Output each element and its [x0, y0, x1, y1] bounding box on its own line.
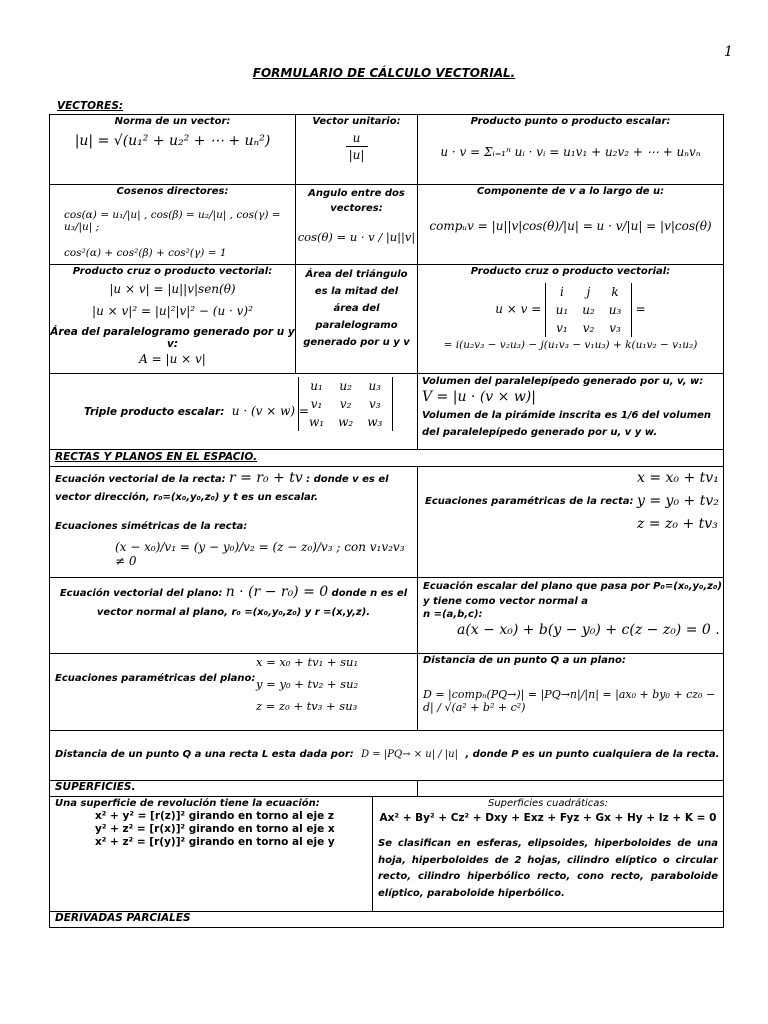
- volumen-cell: [422, 376, 722, 449]
- recta-vectorial-cell: [55, 468, 415, 577]
- volumen-title: Volumen del paralelepípedo generado por u, v, w:: [422, 376, 704, 387]
- punto-title: Producto punto o producto escalar:: [470, 116, 671, 127]
- plano-parametricas-cell: [55, 655, 415, 730]
- angulo-cell: [296, 186, 417, 264]
- angulo-title: Angulo entre dos vectores:: [308, 188, 405, 214]
- rev-title: Una superficie de revolución tiene la ecuación:: [55, 798, 320, 809]
- plano-par-label: Ecuaciones paramétricas del plano:: [55, 673, 256, 684]
- cruz1-lagrange: |u × v|² = |u|²|v|² − (u · v)²: [92, 304, 253, 318]
- componente-title: Componente de v a lo largo de u:: [476, 186, 665, 197]
- recta-vec-desc2: vector dirección, r₀=(x₀,y₀,z₀) y t es un escalar.: [55, 492, 319, 503]
- recta-par-z: z = z₀ + tv₃: [637, 516, 718, 532]
- cruz1-title: Producto cruz o producto vectorial:: [72, 266, 273, 277]
- triple-lhs: u · (v × w) =: [231, 404, 309, 418]
- distancia-plano-cell: [423, 655, 723, 730]
- dist-recta-text2: , donde P es un punto cualquiera de la recta.: [465, 749, 720, 760]
- unitario-title: Vector unitario:: [312, 116, 401, 127]
- recta-sim-label: Ecuaciones simétricas de la recta:: [55, 521, 248, 532]
- page-number: 1: [724, 44, 733, 60]
- cruz2-title: Producto cruz o producto vectorial:: [470, 266, 671, 277]
- componente-formula: compᵤv = |u||v|cos(θ)/|u| = u · v/|u| = |v|cos(θ): [429, 219, 712, 233]
- cosenos-formula: cos(α) = u₁/|u| , cos(β) = u₂/|u| , cos(γ) = u₃/|u| ;: [64, 209, 281, 233]
- unitario-cell: [296, 116, 417, 184]
- recta-vec-label: Ecuación vectorial de la recta:: [55, 474, 226, 485]
- punto-formula: u · v = Σᵢ₌₁ⁿ uᵢ · vᵢ = u₁v₁ + u₂v₂ + ⋯ + uₙvₙ: [440, 145, 701, 159]
- dist-plano-title: Distancia de un punto Q a un plano:: [423, 655, 626, 666]
- unitario-denominator: |u|: [348, 148, 365, 162]
- cuad-text: Se clasifican en esferas, elipsoides, hiperboloides de una hoja, hiperboloides de 2 hojas, cilindro elíptico o circular recto, cilindro hiperbólico recto, cono recto, paraboloide elíptico, paraboloide hiperbólico.: [378, 838, 718, 899]
- section-rectas: RECTAS Y PLANOS EN EL ESPACIO.: [55, 451, 258, 463]
- plano-vectorial-cell: [50, 579, 417, 653]
- volumen-formula: V = |u · (v × w)|: [422, 389, 536, 405]
- plano-par-x: x = x₀ + tv₁ + su₁: [256, 655, 359, 669]
- rev-line2: y² + z² = [r(x)]² girando en torno al eje x: [95, 823, 335, 835]
- cosenos-cell: [50, 186, 295, 264]
- plano-esc-normal: n =(a,b,c):: [423, 609, 483, 620]
- componente-cell: [418, 186, 723, 264]
- plano-vec-label: Ecuación vectorial del plano:: [59, 588, 223, 599]
- rev-line1: x² + y² = [r(z)]² girando en torno al eje z: [95, 810, 334, 822]
- cruz2-cell: [418, 266, 723, 373]
- recta-parametricas-cell: [418, 468, 723, 577]
- plano-vec-desc: donde n es el: [331, 588, 408, 599]
- recta-vec-desc: : donde v es el: [306, 474, 389, 485]
- triple-title: Triple producto escalar:: [84, 406, 225, 418]
- plano-esc-formula: a(x − x₀) + b(y − y₀) + c(z − z₀) = 0 .: [457, 622, 720, 638]
- plano-escalar-cell: [423, 579, 723, 653]
- revolucion-cell: [55, 798, 370, 910]
- rev-line3: x² + z² = [r(y)]² girando en torno al eje y: [95, 836, 335, 848]
- cruz2-eq: =: [635, 302, 646, 316]
- norma-cell: [50, 116, 295, 184]
- dist-plano-formula: D = |compₙ(PQ→)| = |PQ→n|/|n| = |ax₀ + by₀ + cz₀ − d| / √(a² + b² + c²): [423, 688, 716, 714]
- cruz1-cell: [50, 266, 295, 373]
- recta-par-x: x = x₀ + tv₁: [637, 470, 719, 486]
- distancia-recta-cell: [55, 732, 720, 780]
- cruz2-determinant: i j k u₁ u₂ u₃ v₁ v₂ v₃: [545, 283, 633, 337]
- plano-par-y: y = y₀ + tv₂ + su₂: [256, 677, 359, 691]
- plano-par-z: z = z₀ + tv₃ + su₃: [256, 699, 358, 713]
- cuad-title: Superficies cuadráticas:: [487, 798, 609, 809]
- plano-esc-text: Ecuación escalar del plano que pasa por P₀=(x₀,y₀,z₀) y tiene como vector normal a: [423, 581, 722, 607]
- norma-formula: |u| = √(u₁² + u₂² + ⋯ + uₙ²): [74, 133, 271, 149]
- triple-cell: [50, 375, 417, 449]
- plano-vec-desc2: vector normal al plano, r₀ =(x₀,y₀,z₀) y r =(x,y,z).: [96, 607, 371, 618]
- unitario-numerator: u: [352, 131, 361, 145]
- recta-vec-formula: r = r₀ + tv: [228, 470, 303, 486]
- cruz1-area-formula: A = |u × v|: [139, 352, 206, 366]
- cuadraticas-cell: [378, 798, 718, 910]
- triangulo-cell: [297, 266, 416, 373]
- volumen-text: Volumen de la pirámide inscrita es 1/6 del volumen del paralelepípedo generado por u, v y w.: [422, 410, 712, 438]
- dist-recta-text: Distancia de un punto Q a una recta L esta dada por:: [55, 749, 354, 760]
- recta-par-y: y = y₀ + tv₂: [637, 493, 719, 509]
- cruz2-lhs: u × v =: [495, 302, 542, 316]
- cruz1-magnitude: |u × v| = |u||v|sen(θ): [109, 282, 236, 296]
- recta-sim-formula: (x − x₀)/v₁ = (y − y₀)/v₂ = (z − z₀)/v₃ ; con v₁v₂v₃ ≠ 0: [115, 540, 405, 568]
- page-title: FORMULARIO DE CÁLCULO VECTORIAL.: [252, 66, 516, 80]
- cosenos-identity: cos²(α) + cos²(β) + cos²(γ) = 1: [64, 247, 227, 259]
- norma-title: Norma de un vector:: [114, 116, 231, 127]
- angulo-formula: cos(θ) = u · v / |u||v|: [297, 230, 416, 244]
- cruz2-expansion: = i(u₂v₃ − v₂u₃) − j(u₁v₃ − v₁u₃) + k(u₁v₂ − v₁u₂): [443, 339, 698, 351]
- cosenos-title: Cosenos directores:: [116, 186, 229, 197]
- section-vectores: VECTORES:: [57, 100, 124, 112]
- cuad-formula: Ax² + By² + Cz² + Dxy + Exz + Fyz + Gx + Hy + Iz + K = 0: [379, 812, 717, 824]
- plano-vec-formula: n · (r − r₀) = 0: [225, 584, 329, 600]
- triangulo-text: Área del triángulo es la mitad del área del paralelogramo generado por u y v: [303, 269, 410, 348]
- recta-par-label: Ecuaciones paramétricas de la recta:: [425, 496, 634, 507]
- cruz1-area-text: Área del paralelogramo generado por u y v:: [50, 326, 295, 350]
- dist-recta-formula: D = |PQ→ × u| / |u|: [361, 749, 458, 760]
- punto-cell: [418, 116, 723, 184]
- section-superficies: SUPERFICIES.: [55, 781, 136, 793]
- triple-determinant: u₁ u₂ u₃ v₁ v₂ v₃ w₁ w₂ w₃: [298, 377, 393, 431]
- section-derivadas: DERIVADAS PARCIALES: [55, 912, 191, 924]
